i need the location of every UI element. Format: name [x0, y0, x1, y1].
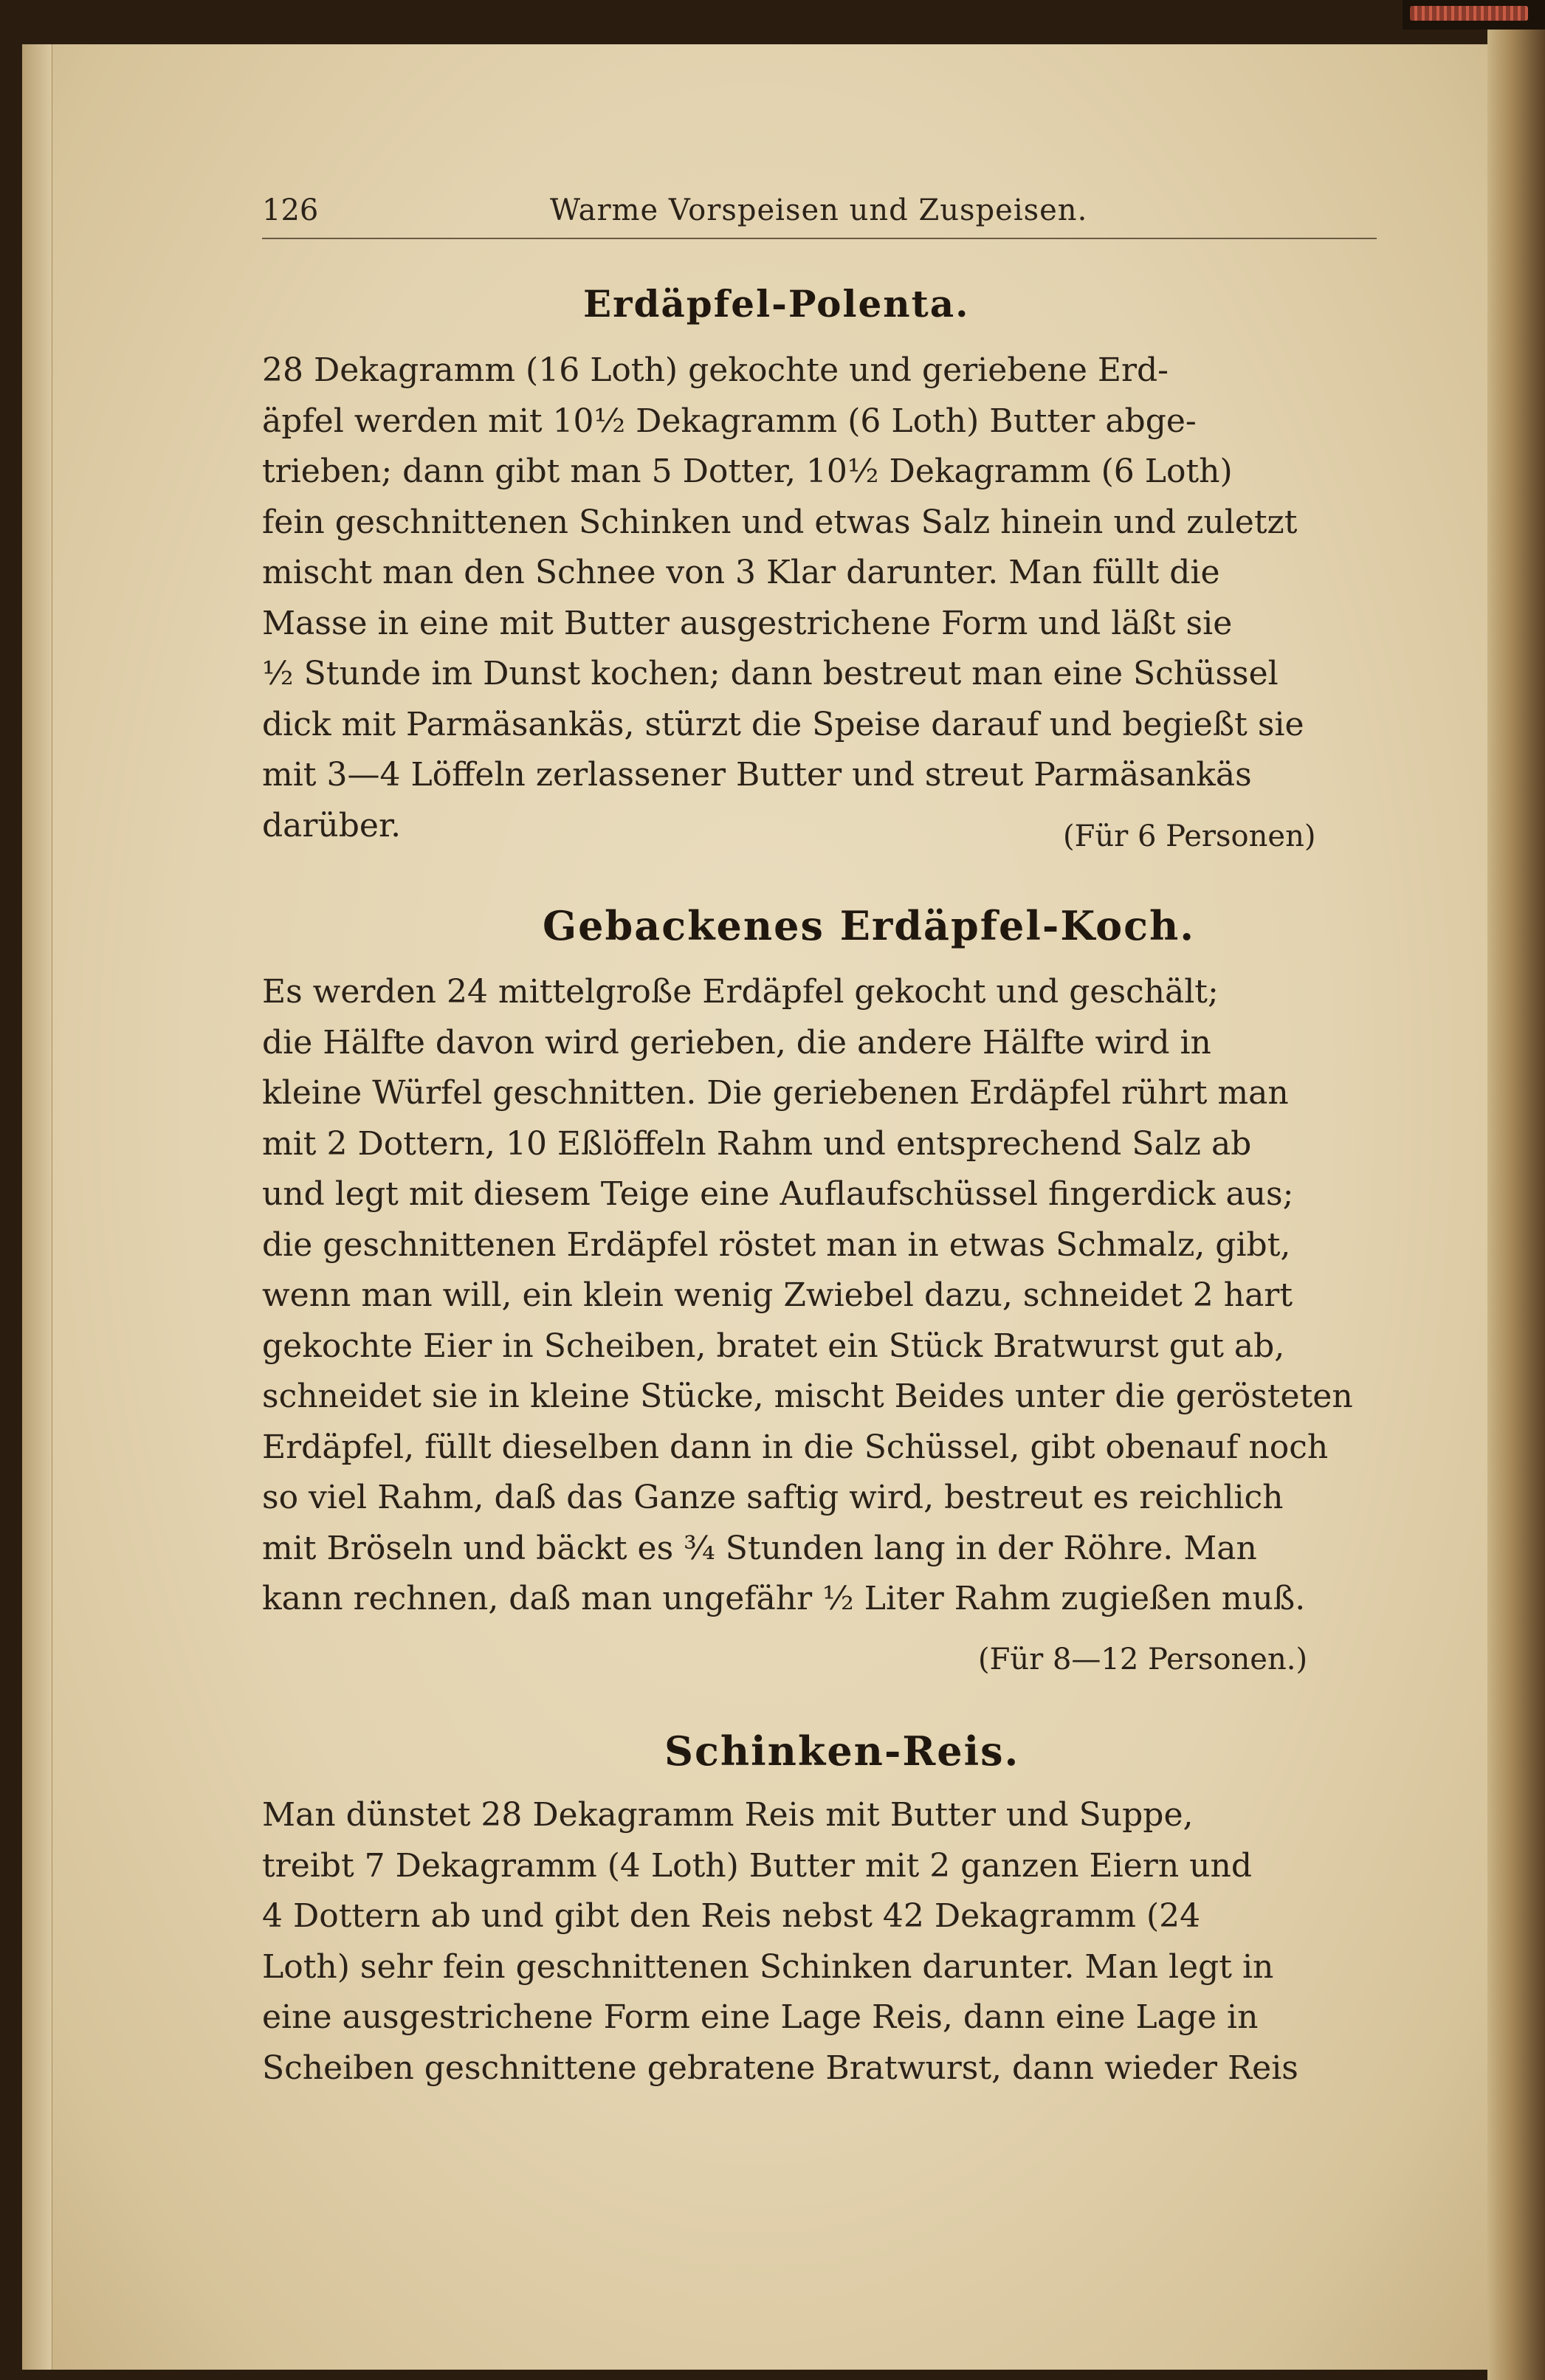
corner-label-mark: [1403, 0, 1545, 30]
servings-erdaepfel-polenta: (Für 6 Personen): [1063, 819, 1316, 853]
servings-gebackenes-erdaepfel-koch: (Für 8—12 Personen.): [978, 1643, 1308, 1676]
recipe-text-erdaepfel-polenta: 28 Dekagramm (16 Loth) gekochte und geriebene Erd- äpfel werden mit 10½ Dekagramm (6 Loth) Butter abge- trieben; dann gibt man 5 Dotter, 10½ Dekagramm (6 Loth) fein geschnittenen Schinken und etwas Salz hinein und zuletzt mischt man den Schnee von 3 Klar darunter. Man füllt die Masse in eine mit Butter ausgestrichene Form und läßt sie ½ Stunde im Dunst kochen; dann bestreut man eine Schüssel dick mit Parmäsankäs, stürzt die Speise darauf und begießt sie mit 3—4 Löffeln zerlassener Butter und streut Parmäsankäs darüber.: [262, 351, 1304, 845]
recipe-text-schinken-reis: Man dünstet 28 Dekagramm Reis mit Butter und Suppe, treibt 7 Dekagramm (4 Loth) Butter mit 2 ganzen Eiern und 4 Dottern ab und gibt den Reis nebst 42 Dekagramm (24 Loth) sehr fein geschnittenen Schinken darunter. Man legt in eine ausgestrichene Form eine Lage Reis, dann eine Lage in Scheiben geschnittene gebratene Bratwurst, dann wieder Reis: [262, 1796, 1298, 2087]
page-number: 126: [262, 193, 319, 227]
book-edge: [1487, 30, 1545, 2380]
recipe-text-gebackenes-erdaepfel-koch: Es werden 24 mittelgroße Erdäpfel gekocht und geschält; die Hälfte davon wird gerieben, die andere Hälfte wird in kleine Würfel geschnitten. Die geriebenen Erdäpfel rührt man mit 2 Dottern, 10 Eßlöffeln Rahm und entsprechend Salz ab und legt mit diesem Teige eine Auflaufschüssel fingerdick aus; die geschnittenen Erdäpfel röstet man in etwas Schmalz, gibt, wenn man will, ein klein wenig Zwiebel dazu, schneidet 2 hart gekochte Eier in Scheiben, bratet ein Stück Bratwurst gut ab, schneidet sie in kleine Stücke, mischt Beides unter die gerösteten Erdäpfel, füllt dieselben dann in die Schüssel, gibt obenauf noch so viel Rahm, daß das Ganze saftig wird, bestreut es reichlich mit Bröseln und bäckt es ¾ Stunden lang in der Röhre. Man kann rechnen, daß man ungefähr ½ Liter Rahm zugießen muß.: [262, 973, 1353, 1617]
recipe-title-erdaepfel-polenta: Erdäpfel-Polenta.: [583, 282, 970, 326]
running-title: Warme Vorspeisen und Zuspeisen.: [550, 193, 1088, 227]
recipe-title-schinken-reis: Schinken-Reis.: [664, 1727, 1020, 1775]
page-gutter: [22, 44, 52, 2370]
page-header: [262, 193, 1377, 239]
recipe-title-gebackenes-erdaepfel-koch: Gebackenes Erdäpfel-Koch.: [543, 902, 1196, 949]
